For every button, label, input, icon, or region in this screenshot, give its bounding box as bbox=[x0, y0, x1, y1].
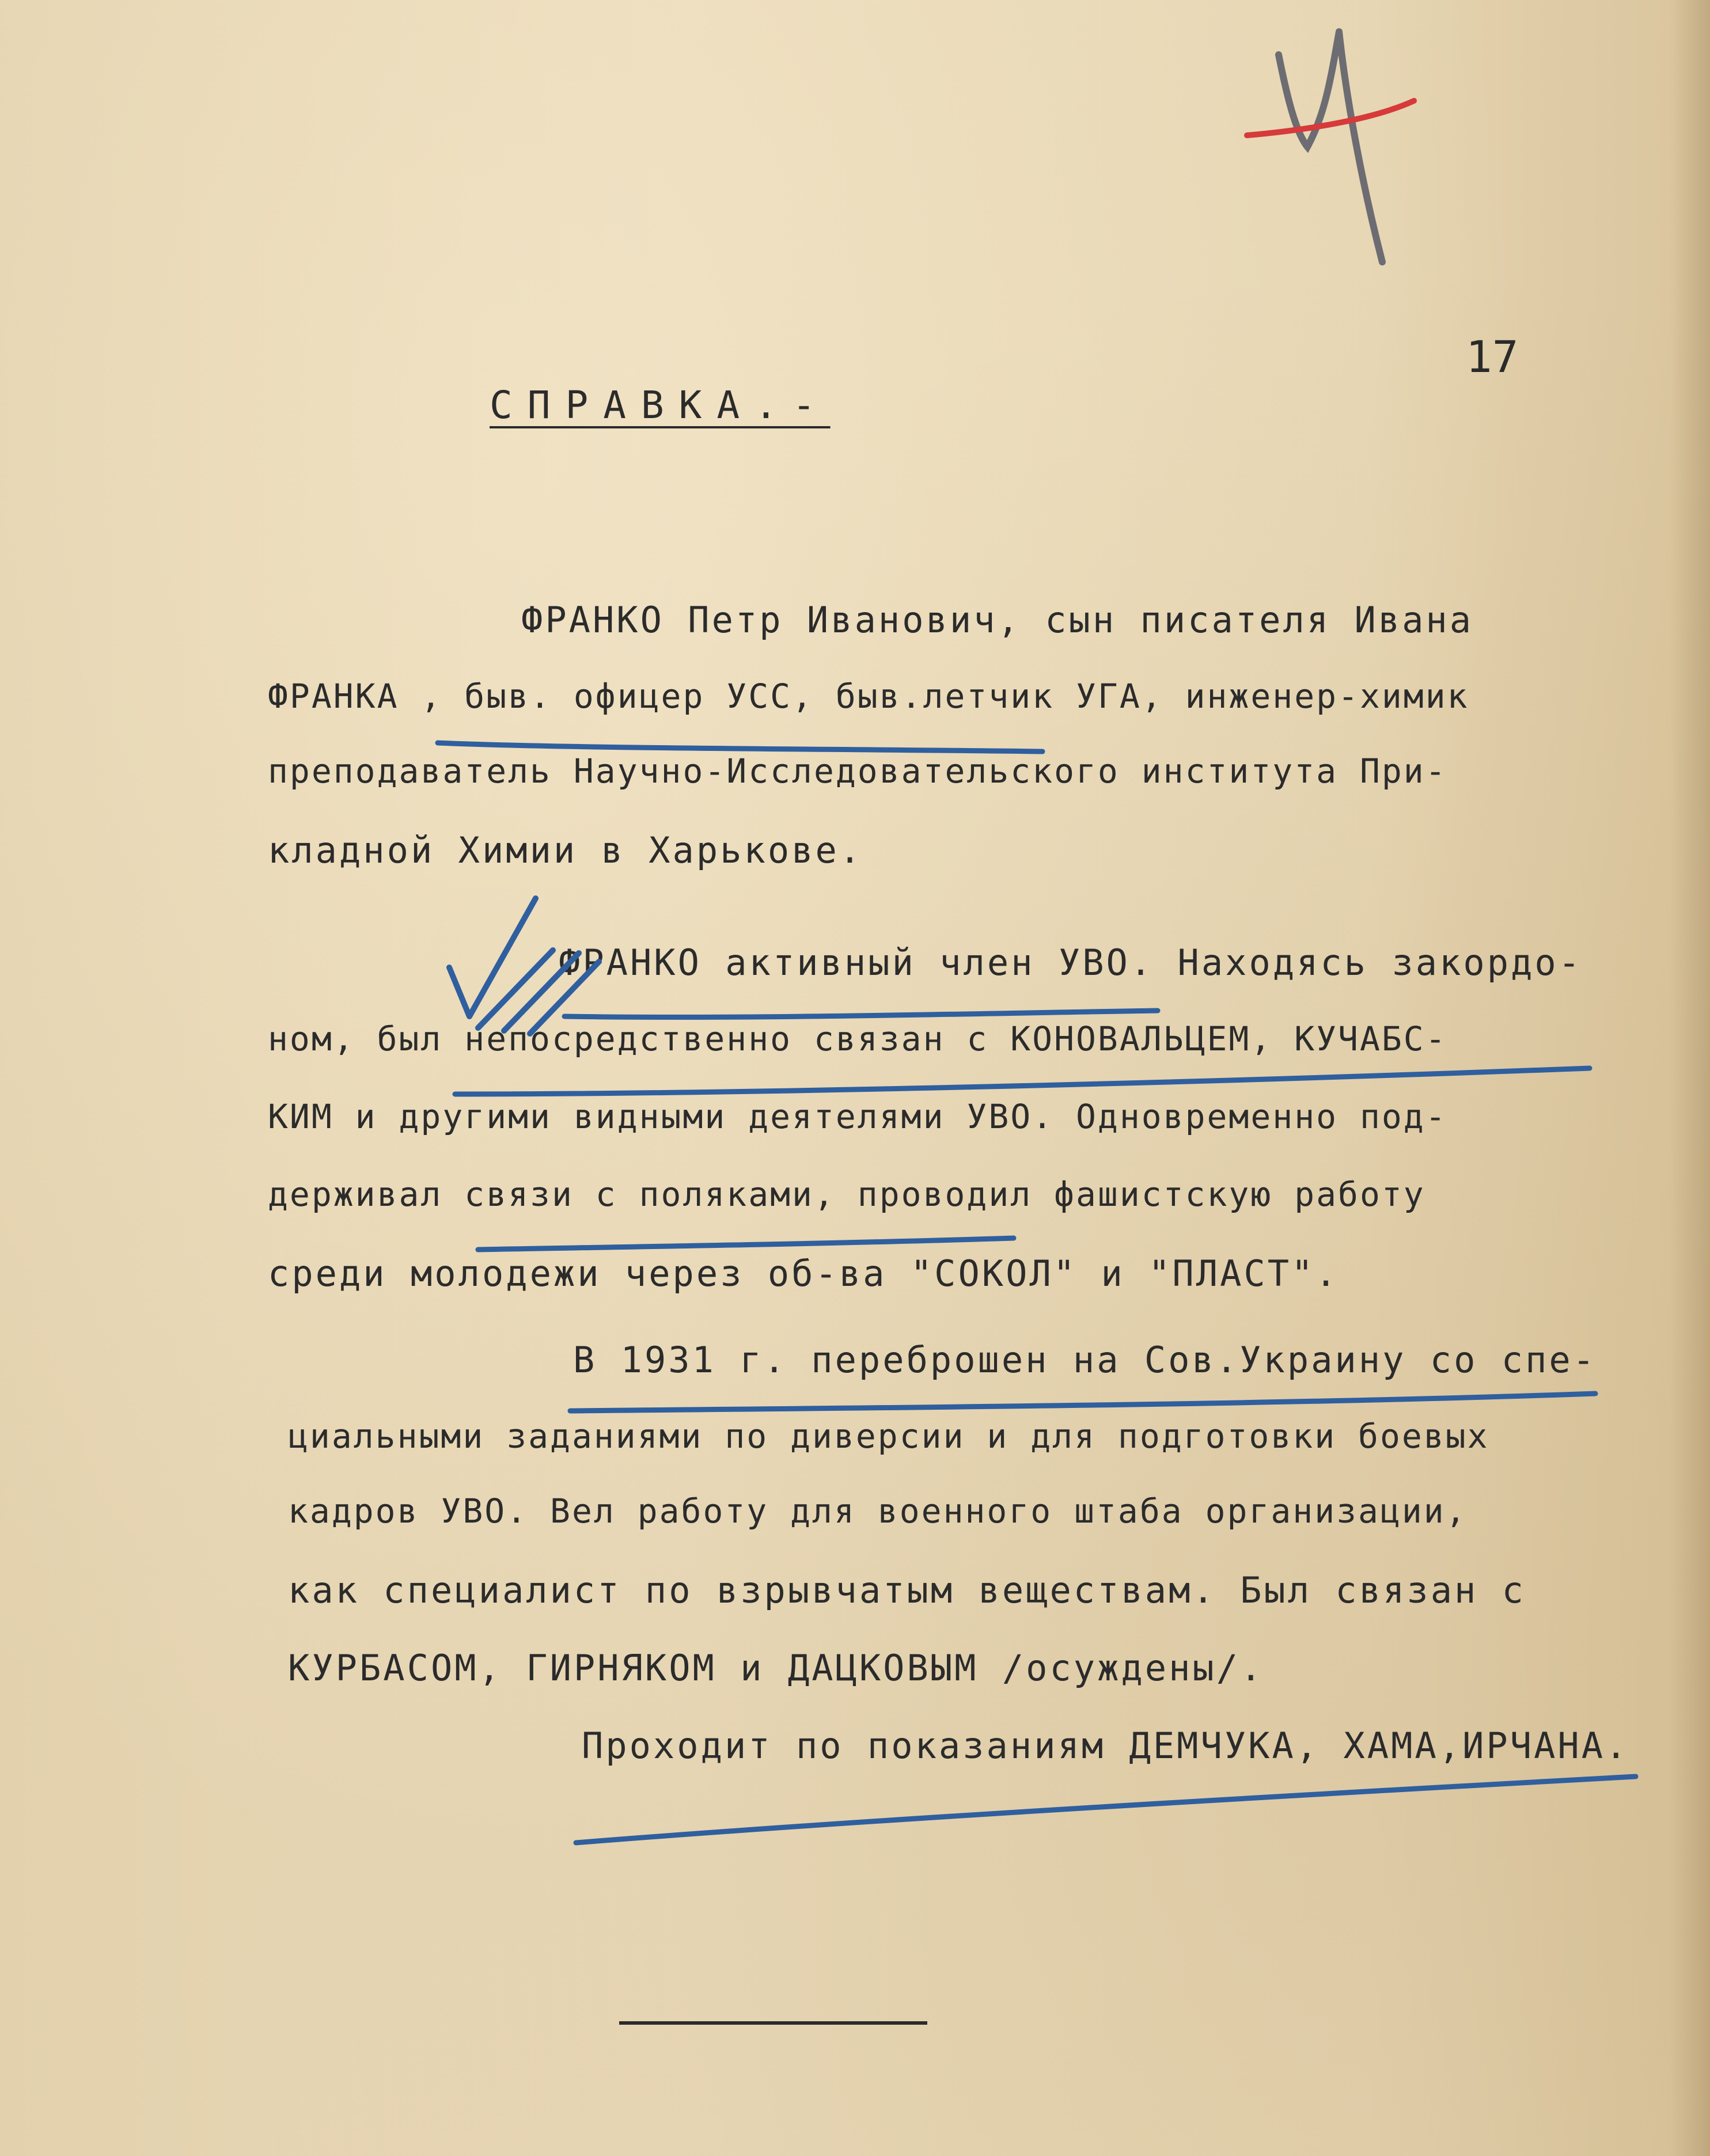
blue-underline-2 bbox=[564, 1011, 1158, 1017]
text-line-3: преподаватель Научно-Исследовательского института При- bbox=[268, 751, 1447, 791]
blue-underline-6 bbox=[576, 1777, 1636, 1843]
text-line-8: держивал связи с поляками, проводил фашистскую работу bbox=[268, 1175, 1425, 1214]
text-line-11: циальными заданиями по диверсии и для подготовки боевых bbox=[288, 1417, 1489, 1456]
text-line-12: кадров УВО. Вел работу для военного штаба организации, bbox=[288, 1491, 1468, 1531]
blue-underline-1 bbox=[438, 743, 1042, 751]
text-line-6: ном, был непосредственно связан с КОНОВАЛЬЦЕМ, КУЧАБС- bbox=[268, 1019, 1447, 1058]
red-pencil-stroke bbox=[1247, 101, 1414, 135]
text-line-5: ФРАНКО активный член УВО. Находясь закордо- bbox=[559, 942, 1583, 984]
text-line-1: ФРАНКО Петр Иванович, сын писателя Ивана bbox=[521, 599, 1474, 641]
page-number: 17 bbox=[1466, 331, 1519, 382]
text-line-7: КИМ и другими видными деятелями УВО. Одновременно под- bbox=[268, 1097, 1447, 1136]
blue-slash-1 bbox=[478, 950, 553, 1028]
text-line-2: ФРАНКА , быв. офицер УСС, быв.летчик УГА, инженер-химик bbox=[268, 677, 1469, 716]
blue-check-mark bbox=[449, 898, 536, 1016]
blue-underline-5 bbox=[570, 1394, 1595, 1411]
text-line-15: Проходит по показаниям ДЕМЧУКА, ХАМА,ИРЧАНА. bbox=[582, 1725, 1629, 1767]
blue-underline-4 bbox=[478, 1238, 1014, 1250]
text-line-9: среди молодежи через об-ва "СОКОЛ" и "ПЛАСТ". bbox=[268, 1252, 1339, 1295]
text-line-10: В 1931 г. переброшен на Сов.Украину со спе- bbox=[573, 1339, 1597, 1381]
paper-edge bbox=[1670, 0, 1710, 2156]
text-line-4: кладной Химии в Харькове. bbox=[268, 829, 863, 871]
graphite-folio-mark bbox=[1279, 32, 1382, 262]
document-title: СПРАВКА.- bbox=[490, 383, 831, 427]
text-line-13: как специалист по взрывчатым веществам. Был связан с bbox=[288, 1569, 1526, 1611]
blue-underline-3 bbox=[455, 1068, 1590, 1094]
text-line-14: КУРБАСОМ, ГИРНЯКОМ и ДАЦКОВЫМ /осуждены/. bbox=[288, 1647, 1264, 1689]
footer-rule bbox=[619, 2021, 927, 2025]
